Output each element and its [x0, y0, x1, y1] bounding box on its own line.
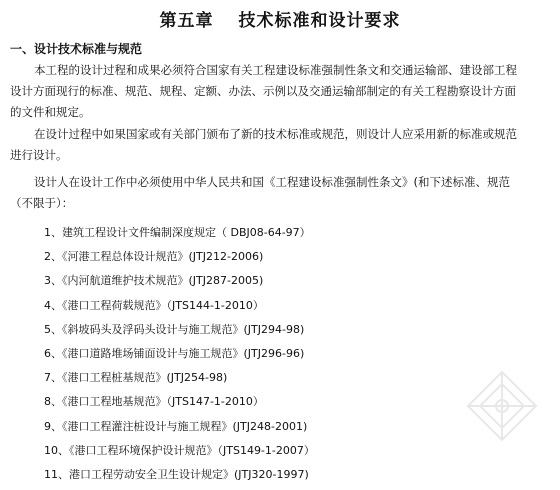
standards-list-item: 7、《港口工程桩基规范》(JTJ254-98): [44, 371, 228, 385]
paragraph-new-standards: 在设计过程中如果国家或有关部门颁布了新的技术标准或规范，则设计人应采用新的标准或规范进行设计。: [10, 127, 517, 162]
standards-list-item: 9、《港口工程灌注桩设计与施工规程》(JTJ248-2001): [44, 419, 308, 433]
standards-list-item: 4、《港口工程荷载规范》（JTS144-1-2010）: [44, 298, 264, 312]
chapter-title: 第五章 技术标准和设计要求: [159, 11, 401, 31]
paragraph-standards-intro: 设计人在设计工作中必须使用中华人民共和国《工程建设标准强制性条文》(和下述标准、规范（不限于）：: [10, 175, 510, 210]
watermark-logo-icon: [462, 366, 542, 446]
standards-list-item: 8、《港口工程地基规范》（JTS147-1-2010）: [44, 395, 264, 409]
standards-list-item: 1、建筑工程设计文件编制深度规定（ DBJ08-64-97）: [44, 226, 311, 239]
section-heading: 一、设计技术标准与规范: [10, 42, 143, 56]
standards-list-item: 11、港口工程劳动安全卫生设计规定》(JTJ320-1997): [44, 467, 309, 481]
standards-list: [44, 224, 315, 490]
standards-list-item: 2、《河港工程总体设计规范》(JTJ212-2006): [44, 250, 264, 264]
paragraph-design-compliance: 本工程的设计过程和成果必须符合国家有关工程建设标准强制性条文和交通运输部、建设部工程设计方面现行的标准、规范、规程、定额、办法、示例以及交通运输部制定的有关工程勘察设计方面的文件和规定。: [10, 63, 517, 119]
standards-list-item: 6、《港口道路堆场铺面设计与施工规范》(JTJ296-96): [44, 346, 305, 360]
standards-list-item: 5、《斜坡码头及浮码头设计与施工规范》(JTJ294-98): [44, 322, 305, 336]
standards-list-item: 3、《内河航道维护技术规范》(JTJ287-2005): [44, 274, 264, 288]
standards-list-item: 10、《港口工程环境保护设计规范》（JTS149-1-2007）: [44, 443, 315, 457]
